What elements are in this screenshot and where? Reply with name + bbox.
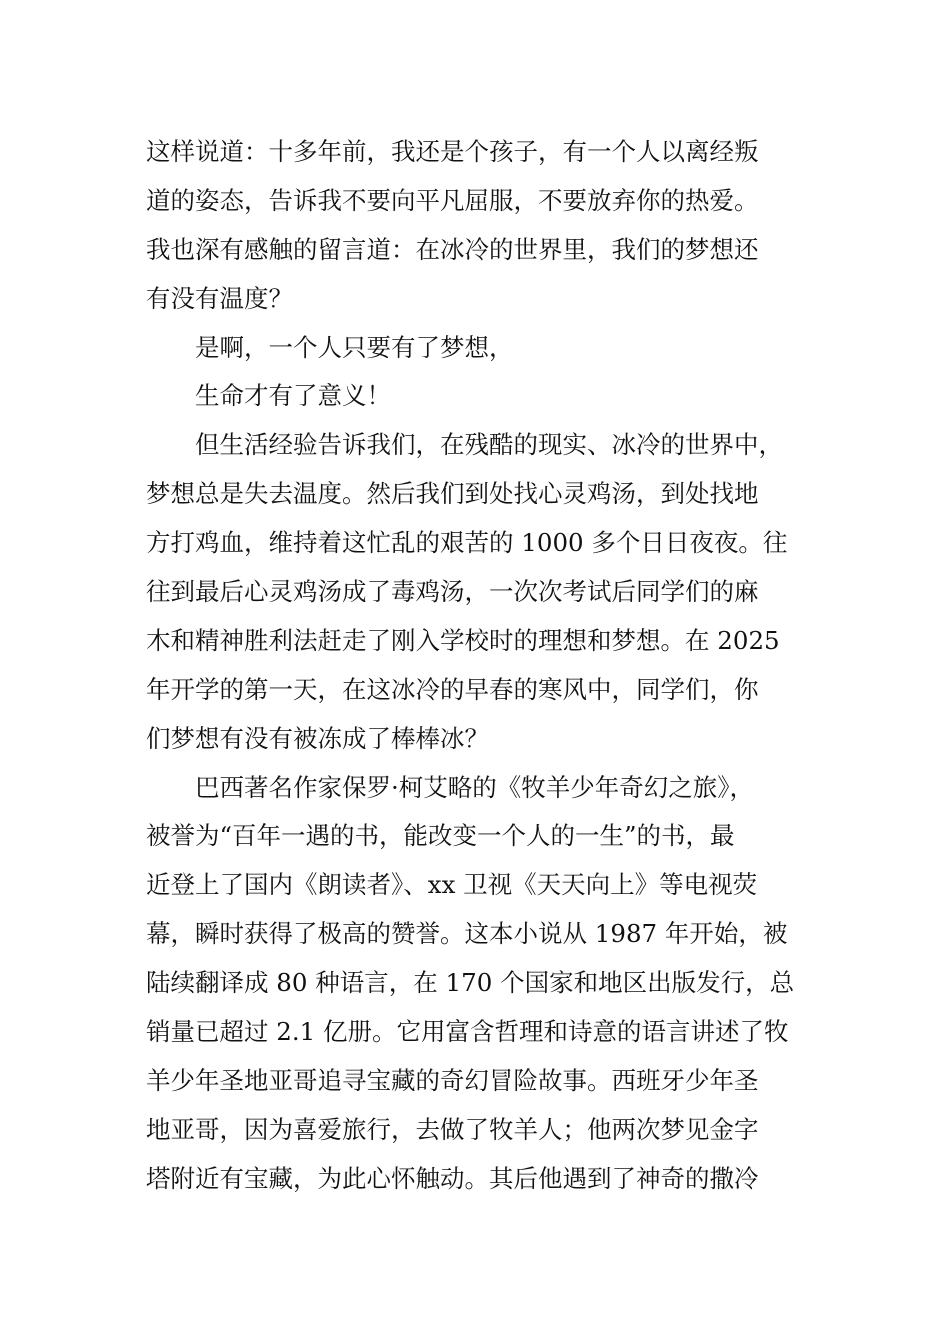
text-line: 梦想总是失去温度。然后我们到处找心灵鸡汤，到处找地 <box>146 479 759 509</box>
text-line: 地亚哥，因为喜爱旅行，去做了牧羊人；他两次梦见金字 <box>146 1114 759 1144</box>
text-line: 是啊，一个人只要有了梦想， <box>195 332 514 362</box>
text-line: 往到最后心灵鸡汤成了毒鸡汤，一次次考试后同学们的麻 <box>146 577 759 607</box>
text-line: 生命才有了意义！ <box>195 381 391 411</box>
text-line: 巴西著名作家保罗·柯艾略的《牧羊少年奇幻之旅》， <box>195 772 755 802</box>
text-line: 年开学的第一天，在这冰冷的早春的寒风中，同学们，你 <box>146 674 759 704</box>
text-line: 但生活经验告诉我们，在残酷的现实、冰冷的世界中， <box>195 430 783 460</box>
body-text <box>146 128 836 1204</box>
text-line: 我也深有感触的留言道：在冰冷的世界里，我们的梦想还 <box>146 234 759 264</box>
text-line: 这样说道：十多年前，我还是个孩子，有一个人以离经叛 <box>146 137 759 166</box>
text-line: 陆续翻译成 80 种语言，在 170 个国家和地区出版发行，总 <box>146 968 795 998</box>
text-line: 羊少年圣地亚哥追寻宝藏的奇幻冒险故事。西班牙少年圣 <box>146 1065 759 1095</box>
text-line: 方打鸡血，维持着这忙乱的艰苦的 1000 多个日日夜夜。往 <box>146 528 788 558</box>
text-line: 道的姿态，告诉我不要向平凡屈服，不要放弃你的热爱。 <box>146 185 759 215</box>
text-line: 木和精神胜利法赶走了刚入学校时的理想和梦想。在 2025 <box>146 625 780 655</box>
text-line: 销量已超过 2.1 亿册。它用富含哲理和诗意的语言讲述了牧 <box>146 1017 789 1047</box>
text-line: 近登上了国内《朗读者》、xx 卫视《天天向上》等电视荧 <box>146 870 758 900</box>
text-line: 幕，瞬时获得了极高的赞誉。这本小说从 1987 年开始，被 <box>146 919 788 949</box>
text-line: 被誉为“百年一遇的书，能改变一个人的一生”的书，最 <box>146 821 735 851</box>
text-line: 有没有温度？ <box>146 283 293 313</box>
text-line: 们梦想有没有被冻成了棒棒冰？ <box>146 723 489 753</box>
text-line: 塔附近有宝藏，为此心怀触动。其后他遇到了神奇的撒冷 <box>146 1163 759 1193</box>
